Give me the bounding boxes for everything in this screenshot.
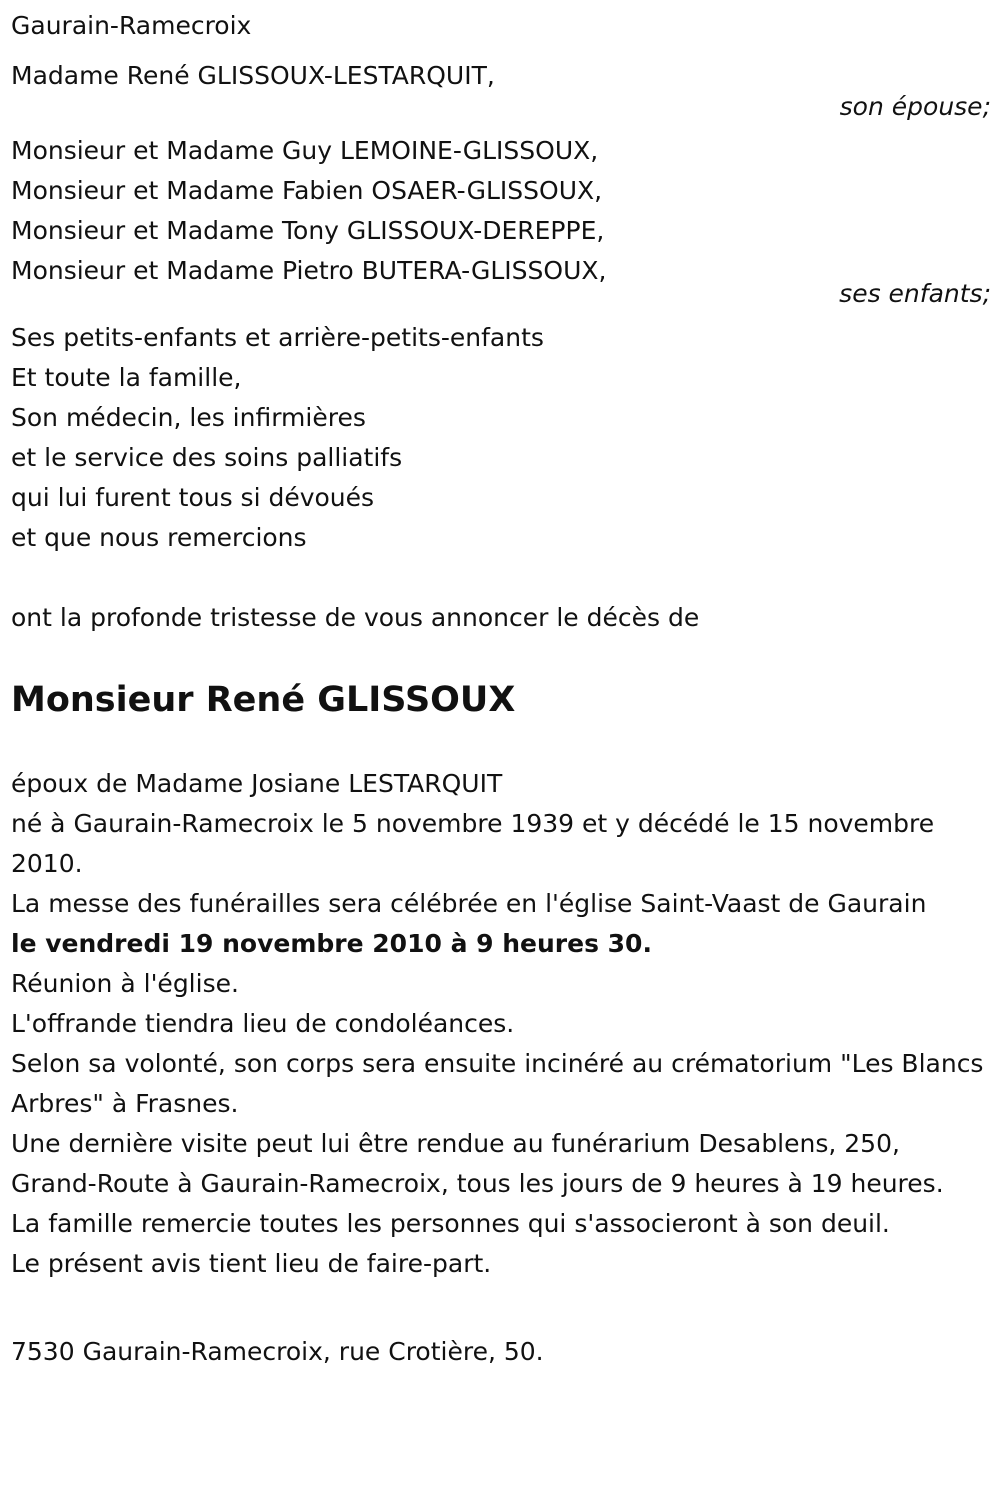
family-line: et que nous remercions xyxy=(11,523,307,552)
location-header: Gaurain-Ramecroix xyxy=(11,11,252,40)
funeral-info xyxy=(11,884,991,964)
spouse-name: Madame René GLISSOUX-LESTARQUIT, xyxy=(11,61,495,90)
family-line: qui lui furent tous si dévoués xyxy=(11,483,375,512)
obituary-notice xyxy=(11,6,991,1372)
child-line: Monsieur et Madame Pietro BUTERA-GLISSOUX, xyxy=(11,256,607,285)
children-list xyxy=(11,131,991,291)
family-line: Ses petits-enfants et arrière-petits-enfants xyxy=(11,323,544,352)
birth-death: né à Gaurain-Ramecroix le 5 novembre 1939 et y décédé le 15 novembre 2010. xyxy=(11,809,935,878)
child-line: Monsieur et Madame Fabien OSAER-GLISSOUX, xyxy=(11,176,603,205)
announcement: ont la profonde tristesse de vous annoncer le décès de xyxy=(11,603,700,632)
notice-info: Le présent avis tient lieu de faire-part. xyxy=(11,1249,492,1278)
meeting-info: Réunion à l'église. xyxy=(11,969,239,998)
address: 7530 Gaurain-Ramecroix, rue Crotière, 50. xyxy=(11,1337,544,1366)
spouse-relation: son épouse; xyxy=(839,92,991,121)
spouse-of: époux de Madame Josiane LESTARQUIT xyxy=(11,769,503,798)
child-line: Monsieur et Madame Guy LEMOINE-GLISSOUX, xyxy=(11,136,599,165)
family-list xyxy=(11,318,991,558)
visit-info: Une dernière visite peut lui être rendue au funérarium Desablens, 250, Grand-Route à Gaurain-Ramecroix, tous les jours de 9 heures à 19 heures. xyxy=(11,1129,944,1198)
children-relation: ses enfants; xyxy=(839,279,991,308)
offering-info: L'offrande tiendra lieu de condoléances. xyxy=(11,1009,515,1038)
funeral-date: le vendredi 19 novembre 2010 à 9 heures 30. xyxy=(11,929,652,958)
family-line: Son médecin, les infirmières xyxy=(11,403,366,432)
cremation-info: Selon sa volonté, son corps sera ensuite incinéré au crématorium "Les Blancs Arbres" à Frasnes. xyxy=(11,1049,984,1118)
family-line: et le service des soins palliatifs xyxy=(11,443,403,472)
deceased-name: Monsieur René GLISSOUX xyxy=(11,680,516,720)
family-line: Et toute la famille, xyxy=(11,363,242,392)
child-line: Monsieur et Madame Tony GLISSOUX-DEREPPE, xyxy=(11,216,605,245)
funeral-text: La messe des funérailles sera célébrée en l'église Saint-Vaast de Gaurain xyxy=(11,889,927,918)
thanks-info: La famille remercie toutes les personnes qui s'associeront à son deuil. xyxy=(11,1209,890,1238)
